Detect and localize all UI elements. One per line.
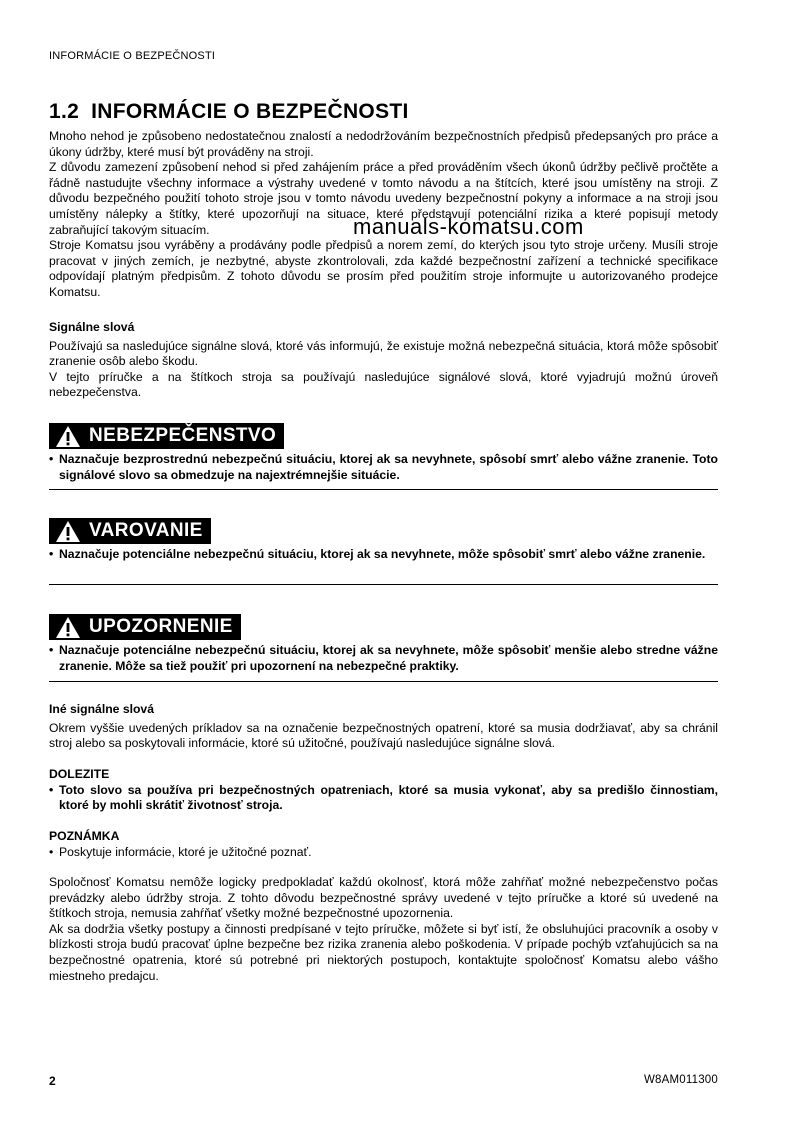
dolezite-heading: DOLEZITE [49, 767, 110, 781]
caution-signal-label [49, 614, 241, 640]
warning-triangle-icon [53, 423, 83, 449]
danger-description [49, 452, 718, 483]
warning-label-text: VAROVANIE [89, 520, 203, 541]
intro-paragraph-2: Z důvodu zamezení způsobení nehod si před zahájením práce a před prováděním všech úkonů údržby pečlivě pročtěte a řádně nastudujte všechny informace a výstrahy uvedené v tomto návodu a na štítcích, které jsou umístěny na stroji. Z důvodu bezpečného použití tohoto stroje jsou v tomto návodu uvedeny bezpečnostní pokyny a informace a na stroji jsou umístěny nálepky a štítky, které upozorňují na situace, které představují potenciální rizika a které popisují metody zabraňující takovým situacím. [49, 160, 718, 237]
dolezite-text: Toto slovo sa používa pri bezpečnostných opatreniach, ktoré sa musia vykonať, aby sa predišlo činnostiam, ktoré by mohli skrátiť životnosť stroja. [59, 782, 718, 813]
divider [49, 681, 718, 682]
page-number: 2 [49, 1074, 56, 1088]
signal-words-paragraph-2: V tejto príručke a na štítkoch stroja sa používajú nasledujúce signálové slová, ktoré vyjadrujú možnú úroveň nebezpečenstva. [49, 369, 718, 400]
warning-triangle-icon [53, 518, 83, 544]
other-signal-words-section [49, 702, 718, 752]
closing-text [49, 875, 718, 984]
danger-text: Naznačuje bezprostrednú nebezpečnú situáciu, ktorej ak sa nevyhnete, spôsobí smrť alebo vážne zranenie. Toto signálové slovo sa obmedzuje na najextrémnejšie situácie. [59, 452, 718, 482]
document-code: W8AM011300 [643, 1074, 718, 1086]
divider [49, 584, 718, 585]
warning-signal-label [49, 518, 211, 544]
bullet: • [49, 844, 54, 859]
closing-paragraph-1: Spoločnosť Komatsu nemôže logicky predpokladať každú okolnosť, ktorá môže zahŕňať možné nebezpečenstvo počas prevádzky alebo údržby stroja. Z tohto dôvodu bezpečnostné správy uvedené v tejto príručke a ktoré sú uvedené na štítkoch stroja, nemusia zahŕňať všetky možné bezpečnostné upozornenia. [49, 875, 718, 921]
bullet: • [49, 547, 54, 561]
signal-words-section [49, 320, 718, 401]
caution-description [49, 643, 718, 674]
warning-text: Naznačuje potenciálne nebezpečnú situáciu, ktorej ak sa nevyhnete, môže spôsobiť smrť alebo vážne zranenie. [59, 547, 706, 561]
poznamka-heading: POZNÁMKA [49, 829, 120, 843]
bullet: • [49, 643, 54, 657]
poznamka-text: Poskytuje informácie, ktoré je užitočné poznať. [59, 844, 312, 859]
intro-paragraph-1: Mnoho nehod je způsobeno nedostatečnou znalostí a nedodržováním bezpečnostních předpisů předepsaných pro práce a úkony údržby, které musí být prováděny na stroji. [49, 129, 718, 159]
watermark: manuals-komatsu.com [353, 214, 584, 239]
signal-words-paragraph-1: Používajú sa nasledujúce signálne slová, ktoré vás informujú, že existuje možná nebezpečná situácia, ktorá môže spôsobiť zranenie osôb alebo škodu. [49, 338, 718, 369]
bullet: • [49, 782, 54, 797]
section-title-text: INFORMÁCIE O BEZPEČNOSTI [91, 100, 409, 123]
danger-signal-label [49, 423, 284, 449]
dolezite-section [49, 767, 718, 814]
warning-triangle-icon [53, 614, 83, 640]
section-title [49, 100, 409, 124]
divider [49, 489, 718, 490]
other-signal-words-heading: Iné signálne slová [49, 702, 154, 716]
caution-text: Naznačuje potenciálne nebezpečnú situáciu, ktorej ak sa nevyhnete, môže spôsobiť menšie alebo stredne vážne zranenie. Môže sa tiež použiť pri upozornení na nebezpečné praktiky. [59, 643, 718, 673]
warning-description [49, 547, 718, 563]
other-signal-words-text: Okrem vyššie uvedených príkladov sa na označenie bezpečnostných opatrení, ktoré sa musia dodržiavať, aby sa chránil stroj alebo sa poskytovali informácie, ktoré sú užitočné, používajú nasledujúce signálne slová. [49, 720, 718, 751]
section-number: 1.2 [49, 100, 80, 123]
bullet: • [49, 452, 54, 466]
intro-paragraph-3: Stroje Komatsu jsou vyráběny a prodávány podle předpisů a norem zemí, do kterých jsou tyto stroje určeny. Musíli stroje pracovat v jiných zemích, je nezbytné, abyste zkontrolovali, zda každé bezpečnostní zařízení a technické specifikace odpovídají platným předpisům. Z tohoto důvodu se prosím před použitím stroje informujte u autorizovaného prodejce Komatsu. [49, 238, 718, 299]
poznamka-section [49, 829, 718, 860]
danger-label-text: NEBEZPEČENSTVO [89, 425, 277, 446]
caution-label-text: UPOZORNENIE [89, 616, 233, 637]
closing-paragraph-2: Ak sa dodržia všetky postupy a činnosti predpísané v tejto príručke, môžete si byť istí, že obsluhujúci pracovník a osoby v blízkosti stroja budú pracovať úplne bezpečne bez rizika zranenia alebo poškodenia. V prípade pochýb vzťahujúcich sa na bezpečnostné opatrenia, ktoré sú potrebné pri niektorých postupoch, kontaktujte spoločnosť Komatsu alebo vášho miestneho predajcu. [49, 921, 718, 983]
running-header: INFORMÁCIE O BEZPEČNOSTI [49, 50, 216, 62]
signal-words-heading: Signálne slová [49, 320, 135, 334]
